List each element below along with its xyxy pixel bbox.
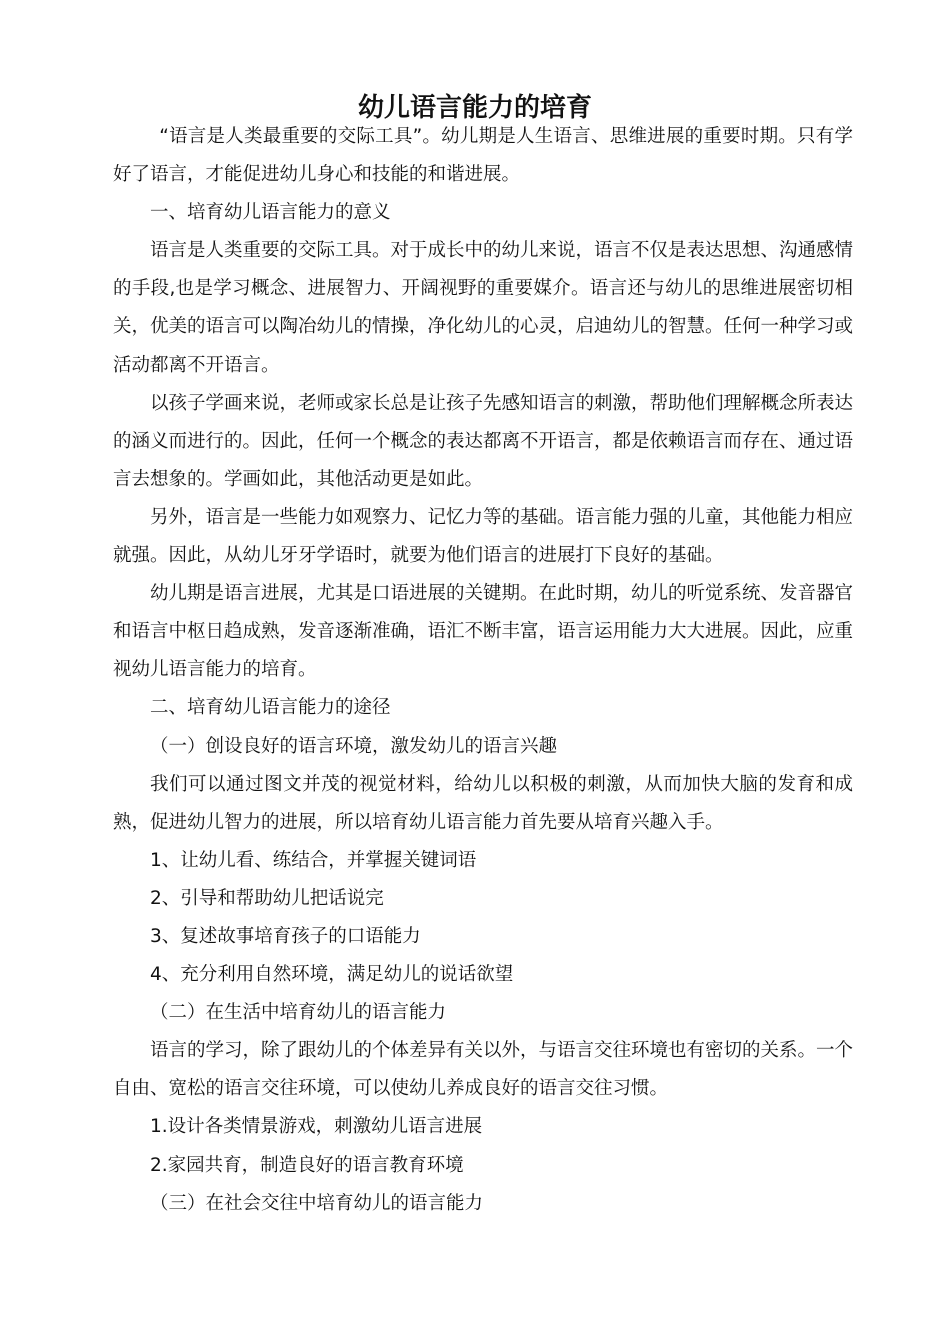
list-item: 1.设计各类情景游戏，刺激幼儿语言进展 bbox=[150, 1116, 483, 1138]
paragraph: 我们可以通过图文并茂的视觉材料，给幼儿以积极的刺激，从而加快大脑的发育和成熟，促进幼儿智力的进展，所以培育幼儿语言能力首先要从培育兴趣入手。 bbox=[113, 773, 853, 833]
section-heading-2: 二、培育幼儿语言能力的途径 bbox=[150, 697, 391, 719]
list-item: 3、复述故事培育孩子的口语能力 bbox=[150, 925, 421, 947]
paragraph-intro: “语言是人类最重要的交际工具”。幼儿期是人生语言、思维进展的重要时期。只有学好了语言，才能促进幼儿身心和技能的和谐进展。 bbox=[113, 126, 853, 186]
paragraph: 语言的学习，除了跟幼儿的个体差异有关以外，与语言交往环境也有密切的关系。一个自由、宽松的语言交往环境，可以使幼儿养成良好的语言交往习惯。 bbox=[113, 1040, 854, 1100]
subsection-heading: （二）在生活中培育幼儿的语言能力 bbox=[150, 1002, 447, 1024]
subsection-heading: （一）创设良好的语言环境，激发幼儿的语言兴趣 bbox=[150, 735, 558, 757]
paragraph: 另外，语言是一些能力如观察力、记忆力等的基础。语言能力强的儿童，其他能力相应就强。因此，从幼儿牙牙学语时，就要为他们语言的进展打下良好的基础。 bbox=[113, 506, 854, 567]
document-body bbox=[113, 118, 853, 1223]
document-title: 幼儿语言能力的培育 bbox=[357, 93, 592, 123]
subsection-heading: （三）在社会交往中培育幼儿的语言能力 bbox=[150, 1192, 484, 1214]
list-item: 4、充分利用自然环境，满足幼儿的说话欲望 bbox=[150, 964, 514, 986]
list-item: 1、让幼儿看、练结合，并掌握关键词语 bbox=[150, 849, 477, 871]
list-item: 2、引导和帮助幼儿把话说完 bbox=[150, 887, 384, 909]
paragraph: 语言是人类重要的交际工具。对于成长中的幼儿来说，语言不仅是表达思想、沟通感情的手段,也是学习概念、进展智力、开阔视野的重要媒介。语言还与幼儿的思维进展密切相关，优美的语言可以陶冶幼儿的情操，净化幼儿的心灵，启迪幼儿的智慧。任何一种学习或活动都离不开语言。 bbox=[113, 240, 854, 376]
section-heading-1: 一、培育幼儿语言能力的意义 bbox=[150, 202, 391, 224]
paragraph: 以孩子学画来说，老师或家长总是让孩子先感知语言的刺激，帮助他们理解概念所表达的涵义而进行的。因此，任何一个概念的表达都离不开语言，都是依赖语言而存在、通过语言去想象的。学画如此，其他活动更是如此。 bbox=[113, 392, 854, 490]
list-item: 2.家园共育，制造良好的语言教育环境 bbox=[150, 1154, 464, 1176]
paragraph: 幼儿期是语言进展，尤其是口语进展的关键期。在此时期，幼儿的听觉系统、发音器官和语言中枢日趋成熟，发音逐渐准确，语汇不断丰富，语言运用能力大大进展。因此，应重视幼儿语言能力的培育。 bbox=[113, 583, 854, 681]
